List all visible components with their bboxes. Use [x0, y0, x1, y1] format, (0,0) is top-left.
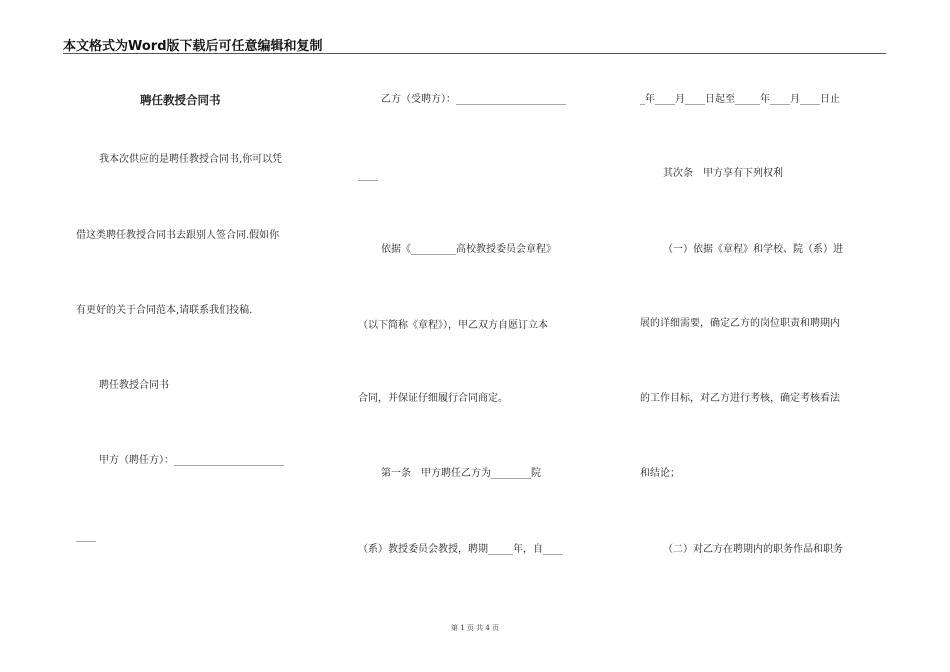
date-range-line: _年____月____日起至_____年____月____日止 — [640, 94, 840, 105]
paragraph-line: （以下简称《章程》），甲乙双方自愿订立本 — [358, 320, 548, 331]
header-text: 本文格式为Word版下载后可任意编辑和复制 — [63, 39, 323, 54]
blank-line: ____ — [76, 531, 96, 542]
paragraph-line: 合同，并保证仔细履行合同商定。 — [358, 393, 508, 404]
paragraph-line: （一）依据《章程》和学校、院（系）进 — [663, 244, 843, 255]
party-b-line: 乙方（受聘方）：______________________ — [381, 94, 566, 105]
page-footer: 第 1 页 共 4 页 — [450, 624, 500, 632]
article-two-heading: 其次条 甲方享有下列权利 — [663, 168, 783, 179]
blank-line: ____ — [358, 170, 378, 181]
paragraph-line: 我本次供应的是聘任教授合同书,你可以凭 — [99, 154, 283, 165]
section-heading: 聘任教授合同书 — [99, 380, 169, 391]
paragraph-line: 有更好的关于合同范本,请联系我们投稿. — [76, 305, 253, 316]
paragraph-line: （系）教授委员会教授，聘期_____年，自____ — [358, 544, 563, 555]
page-header — [63, 34, 886, 54]
paragraph-line: 展的详细需要，确定乙方的岗位职责和聘期内 — [640, 318, 840, 329]
paragraph-line: 的工作目标，对乙方进行考核，确定考核看法 — [640, 393, 840, 404]
paragraph-line: （二）对乙方在聘期内的职务作品和职务 — [663, 544, 843, 555]
paragraph-line: 和结论； — [640, 468, 680, 479]
article-one-line: 第一条 甲方聘任乙方为________院 — [381, 468, 541, 479]
party-a-line: 甲方（聘任方）：______________________ — [99, 455, 284, 466]
paragraph-line: 依据《_________高校教授委员会章程》 — [381, 244, 556, 255]
paragraph-line: 借这类聘任教授合同书去跟别人签合同.假如你 — [76, 230, 280, 241]
document-title: 聘任教授合同书 — [140, 93, 221, 107]
